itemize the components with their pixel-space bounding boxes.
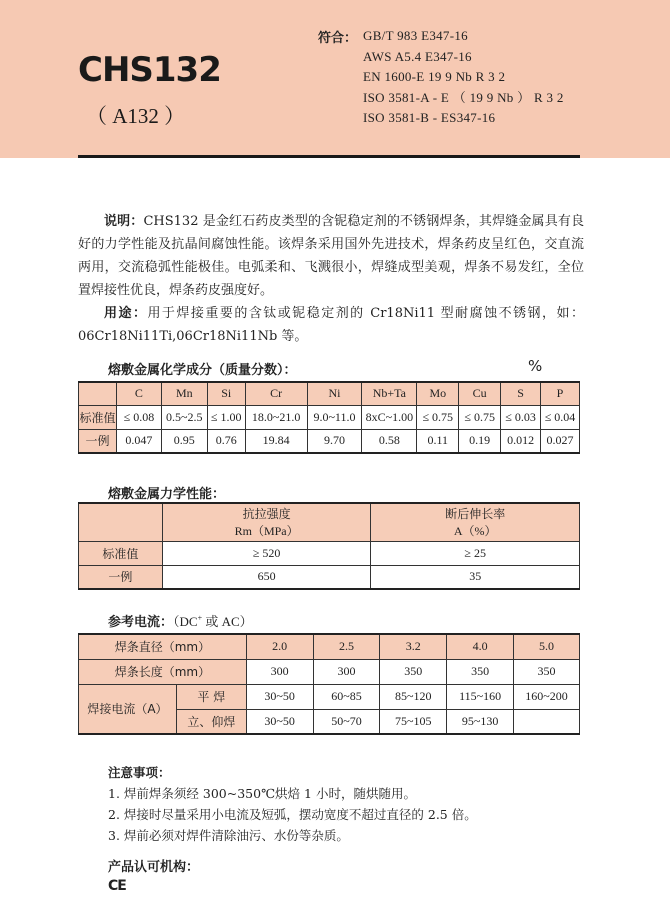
table-cell: 0.19 [459,429,501,453]
table-cell: 8xC~1.00 [362,405,417,429]
row-label: 标准值 [79,541,163,565]
table-cell: 650 [162,565,371,589]
table-cell: 0.027 [541,429,580,453]
diameter-value: 2.0 [246,634,313,659]
tensile-strength-unit: Rm（MPa） [234,524,299,539]
length-value: 350 [514,659,580,684]
table-cell: 0.047 [116,429,161,453]
table-cell: 0.58 [362,429,417,453]
column-header: Si [207,382,245,405]
notes-block [108,762,477,846]
table-cell: 0.5~2.5 [161,405,207,429]
length-value: 350 [447,659,514,684]
column-header: Nb+Ta [362,382,417,405]
diameter-value: 4.0 [447,634,514,659]
current-value: 30~50 [246,709,313,734]
flat-position-label: 平 焊 [176,684,246,709]
ce-mark: CE [108,878,126,894]
product-title: CHS132 [78,50,221,90]
column-header: S [501,382,541,405]
standard-item: GB/T 983 E347-16 [363,28,468,43]
current-value: 115~160 [447,684,514,709]
row-label: 一例 [79,429,117,453]
description-text: CHS132 是金红石药皮类型的含铌稳定剂的不锈钢焊条，其焊缝金属具有良好的力学性能及抗晶间腐蚀性能。该焊条采用国外先进技术，焊条药皮呈红色，交直流两用，交流稳弧性能极佳。电弧柔和、飞溅很小，焊缝成型美观，焊条不易发红，全位置焊接性优良，焊条药皮强度好。 [78,214,584,298]
diameter-value: 2.5 [313,634,380,659]
column-header: P [541,382,580,405]
column-header: Cu [459,382,501,405]
table-cell: 9.0~11.0 [307,405,362,429]
diameter-value: 3.2 [380,634,447,659]
table-row [79,684,580,709]
column-header [79,382,117,405]
current-value: 60~85 [313,684,380,709]
note-item: 3. 焊前必须对焊件清除油污、水份等杂质。 [108,828,349,843]
column-header: Cr [245,382,307,405]
length-value: 350 [380,659,447,684]
standards-label: 符合： [318,31,358,46]
table-row [79,429,580,453]
table-cell: 18.0~21.0 [245,405,307,429]
note-item: 1. 焊前焊条须经 300~350℃烘焙 1 小时，随烘随用。 [108,786,416,801]
table-cell: ≥ 520 [162,541,371,565]
table-cell: 9.70 [307,429,362,453]
table-cell: 19.84 [245,429,307,453]
current-title-label: 参考电流： [108,615,174,630]
chemistry-header-row [79,382,580,405]
current-table [78,633,580,735]
certification-title: 产品认可机构： [108,860,200,875]
length-value: 300 [246,659,313,684]
table-cell: ≤ 0.75 [459,405,501,429]
table-row [79,405,580,429]
current-value: 30~50 [246,684,313,709]
mechanical-header-row [79,503,580,541]
diameter-value: 5.0 [514,634,580,659]
column-header: Ni [307,382,362,405]
standards-list [363,26,564,129]
table-cell: ≤ 0.75 [417,405,459,429]
standard-item: AWS A5.4 E347-16 [363,48,472,64]
table-cell: 0.76 [207,429,245,453]
column-header: C [116,382,161,405]
table-cell: 0.012 [501,429,541,453]
diameter-label: 焊条直径（mm） [79,634,247,659]
table-row [79,659,580,684]
table-cell: 0.11 [417,429,459,453]
chemistry-table [78,381,580,454]
current-value: 95~130 [447,709,514,734]
current-value: 75~105 [380,709,447,734]
notes-title: 注意事项： [108,765,171,780]
length-value: 300 [313,659,380,684]
current-value: 50~70 [313,709,380,734]
description-label: 说明： [104,214,144,229]
product-alias: （ A132 ） [86,104,186,128]
description-block [78,210,584,348]
table-cell: ≤ 0.04 [541,405,580,429]
vertical-position-label: 立、仰焊 [176,709,246,734]
standard-item: ISO 3581-B - ES347-16 [363,110,496,125]
table-row [79,565,580,589]
elongation-unit: A（%） [453,524,497,539]
standard-item: ISO 3581-A - E （ 19 9 Nb ） R 3 2 [363,89,564,105]
note-item: 2. 焊接时尽量采用小电流及短弧，摆动宽度不超过直径的 2.5 倍。 [108,807,477,822]
usage-text: 用于焊接重要的含钛或铌稳定剂的 Cr18Ni11 型耐腐蚀不锈钢，如：06Cr18Ni11Ti,06Cr18Ni11Nb 等。 [78,306,584,344]
column-header [162,503,371,541]
elongation-label: 断后伸长率 [445,507,506,522]
current-value: 160~200 [514,684,580,709]
chemistry-unit: % [528,357,543,375]
column-header: Mn [161,382,207,405]
standard-item: EN 1600-E 19 9 Nb R 3 2 [363,69,506,84]
row-label: 标准值 [79,405,117,429]
table-cell: 0.95 [161,429,207,453]
chemistry-title: 熔敷金属化学成分（质量分数）： [108,363,297,378]
table-row [79,541,580,565]
table-cell: ≥ 25 [371,541,580,565]
current-type-note: （DC+ 或 AC） [173,613,253,629]
table-cell: ≤ 1.00 [207,405,245,429]
current-value [514,709,580,734]
usage-label: 用途： [104,306,148,321]
length-label: 焊条长度（mm） [79,659,247,684]
tensile-strength-label: 抗拉强度 [242,507,291,522]
column-header: Mo [417,382,459,405]
row-label: 一例 [79,565,163,589]
current-value: 85~120 [380,684,447,709]
table-row [79,634,580,659]
table-cell: ≤ 0.03 [501,405,541,429]
column-header [371,503,580,541]
table-cell: ≤ 0.08 [116,405,161,429]
table-cell: 35 [371,565,580,589]
mechanical-table [78,502,580,590]
column-header [79,503,163,541]
current-label: 焊接电流（A） [79,684,177,734]
header-divider [78,155,580,158]
current-title [108,611,253,630]
mechanical-title: 熔敷金属力学性能： [108,487,226,502]
